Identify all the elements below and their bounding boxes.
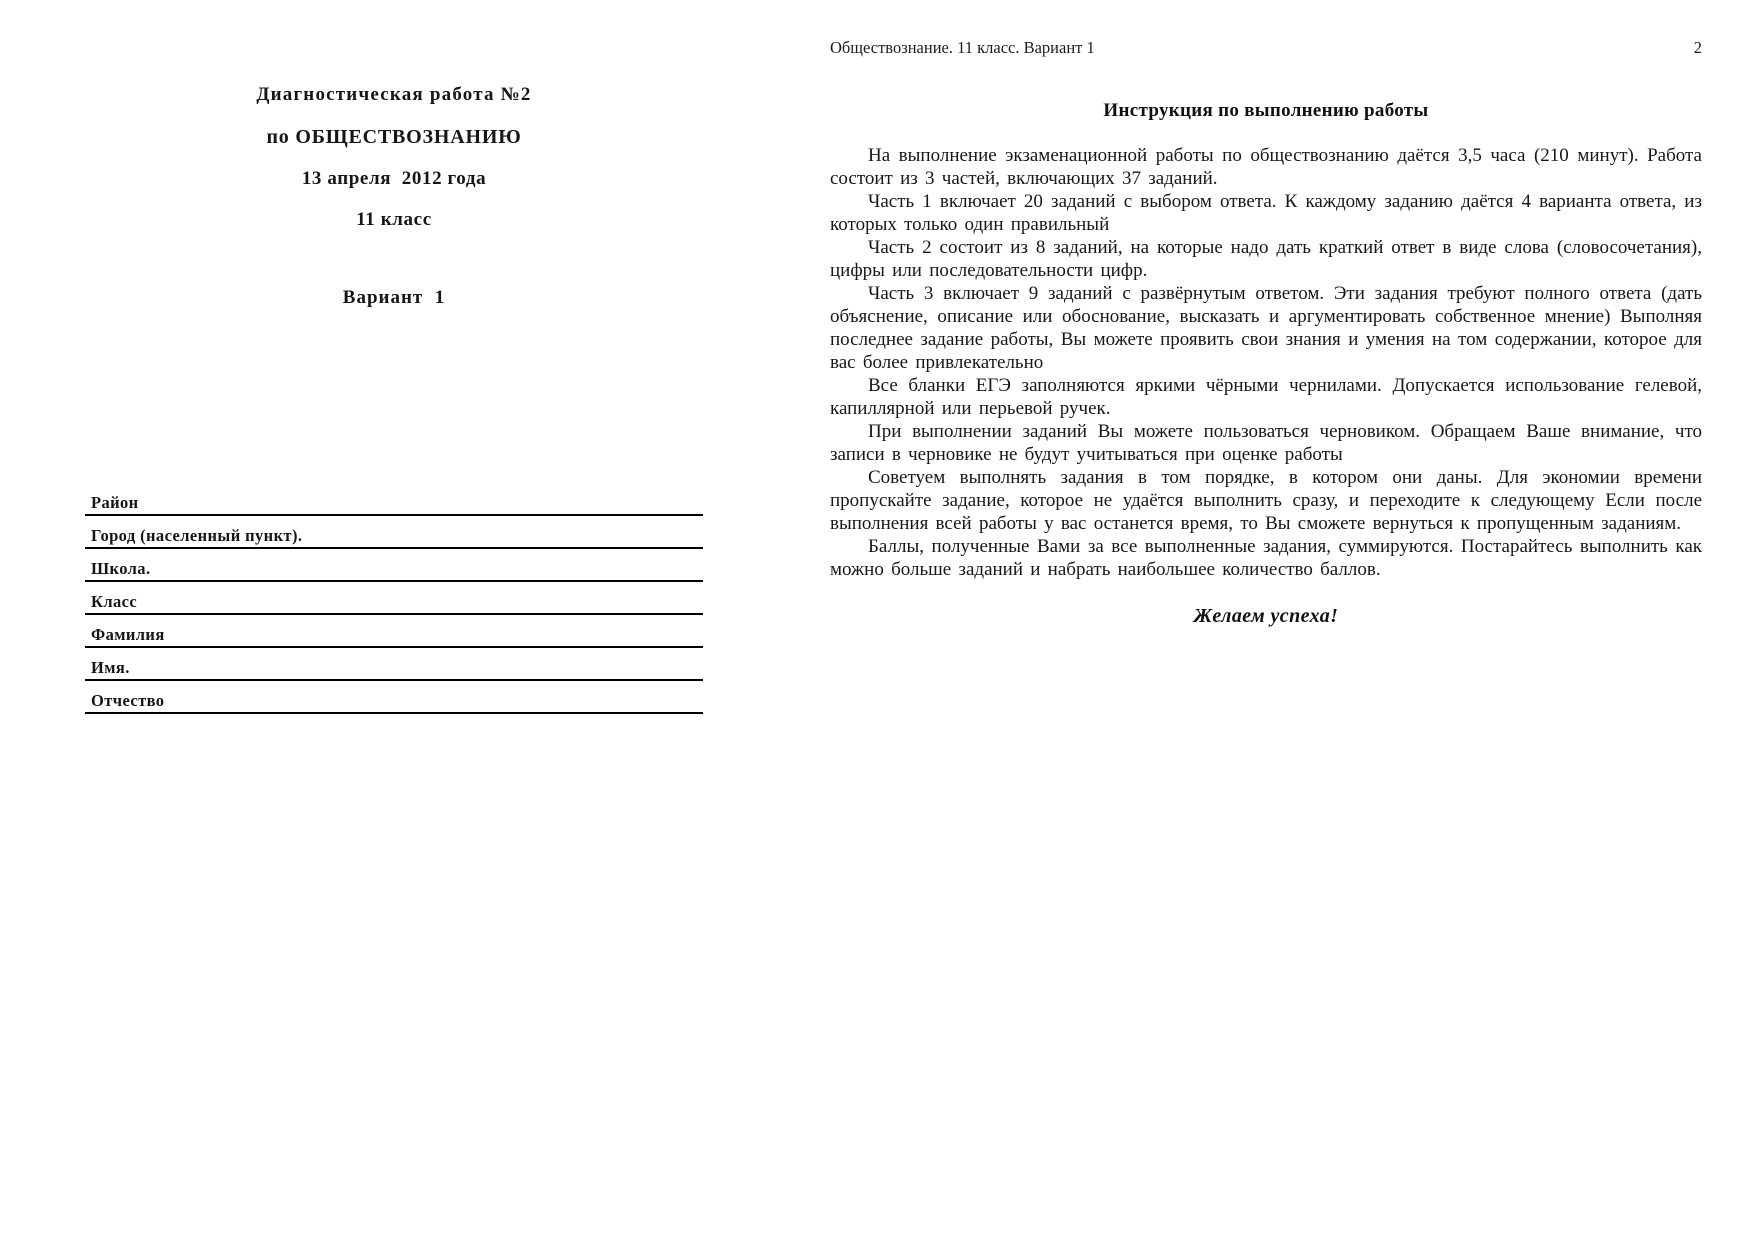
running-header [830,38,1702,58]
field-label: Фамилия [91,625,165,644]
form-field-patronymic [85,691,703,714]
field-label: Школа. [91,559,151,578]
instruction-paragraph: Баллы, полученные Вами за все выполненные задания, суммируются. Постарайтесь выполнить как можно больше заданий и набрать наибольшее количество баллов. [830,536,1702,580]
subject-title: по ОБЩЕСТВОЗНАНИЮ [266,126,522,148]
instruction-paragraph: Часть 2 состоит из 8 заданий, на которые надо дать краткий ответ в виде слова (словосочетания), цифры или последовательности цифр. [830,237,1702,281]
form-field-school [85,559,703,582]
form-field-district [85,493,703,516]
date-line: 13 апреля 2012 года [301,168,487,189]
student-info-form [85,493,703,724]
instruction-paragraph: При выполнении заданий Вы можете пользоваться черновиком. Обращаем Ваше внимание, что записи в черновике не будут учитываться при оценке работы [830,421,1702,465]
form-field-firstname [85,658,703,681]
form-field-surname [85,625,703,648]
field-label: Имя. [91,658,130,677]
work-title: Диагностическая работа №2 [256,84,532,105]
variant-line: Вариант 1 [342,287,446,308]
form-field-class [85,592,703,615]
instruction-paragraph: Часть 3 включает 9 заданий с развёрнутым ответом. Эти задания требуют полного ответа (дать объяснение, описание или обоснование, высказать и аргументировать собственное мнение) Выполняя последнее задание работы, Вы можете проявить свои знания и умения на том содержании, которое для вас более привлекательно [830,283,1702,373]
instruction-paragraph: Советуем выполнять задания в том порядке, в котором они даны. Для экономии времени пропускайте задание, которое не удаётся выполнить сразу, и переходите к следующему Если после выполнения всей работы у вас останется время, то Вы сможете вернуться к пропущенным заданиям. [830,467,1702,534]
left-page [85,0,703,1239]
instructions-heading: Инструкция по выполнению работы [1103,100,1429,121]
instruction-paragraph: Все бланки ЕГЭ заполняются яркими чёрными чернилами. Допускается использование гелевой, капиллярной или перьевой ручек. [830,375,1702,419]
grade-line: 11 класс [356,209,432,230]
field-label: Город (населенный пункт). [91,526,303,545]
right-page [830,0,1702,1239]
instructions-section [830,100,1702,628]
instruction-paragraph: Часть 1 включает 20 заданий с выбором ответа. К каждому заданию даётся 4 варианта ответа, из которых только один правильный [830,191,1702,235]
closing-wish: Желаем успеха! [1193,605,1339,627]
title-block [85,84,703,309]
form-field-city [85,526,703,549]
running-header-title: Обществознание. 11 класс. Вариант 1 [830,38,1095,57]
page-number: 2 [1693,38,1702,57]
field-label: Район [91,493,139,512]
instruction-paragraph: На выполнение экзаменационной работы по обществознанию даётся 3,5 часа (210 минут). Работа состоит из 3 частей, включающих 37 заданий. [830,145,1702,189]
field-label: Класс [91,592,138,611]
field-label: Отчество [91,691,165,710]
